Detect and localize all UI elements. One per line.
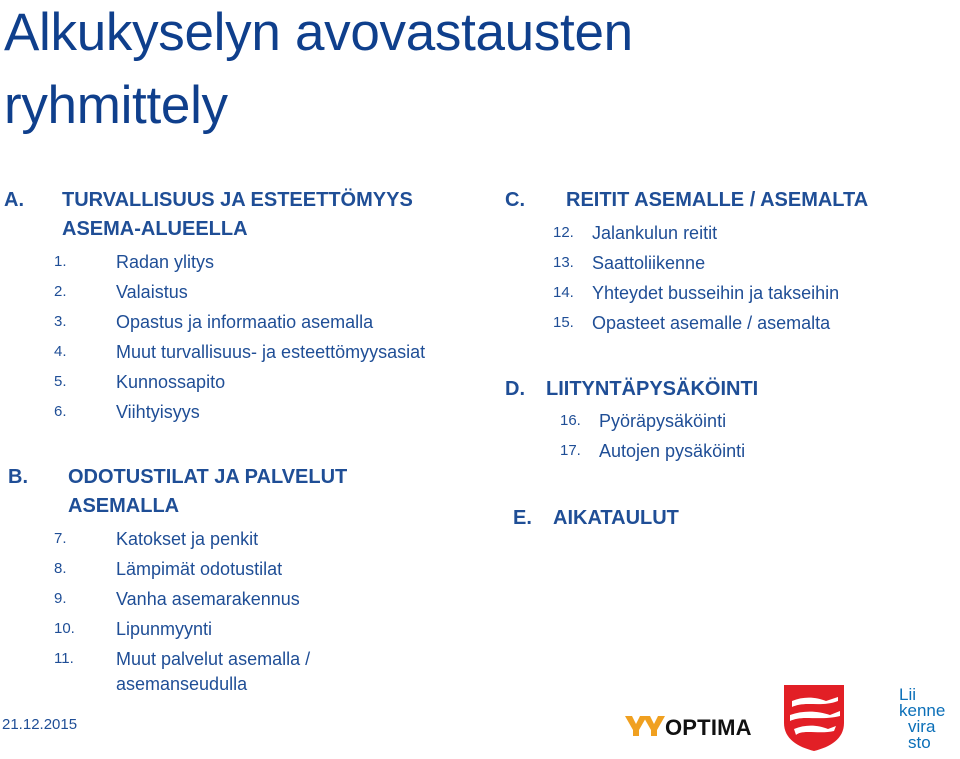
item-label: Opastus ja informaatio asemalla [116,312,374,332]
item-number: 12. [553,224,574,241]
item-label: Lipunmyynti [116,619,213,639]
item-label: Yhteydet busseihin ja takseihin [592,283,840,303]
section-c-title: REITIT ASEMALLE / ASEMALTA [566,189,869,211]
logo-line-1: Lii [899,685,917,704]
section-a-title-line-2: ASEMA-ALUEELLA [62,218,248,240]
section-b-heading [8,463,428,523]
section-c-heading [505,186,945,216]
item-label: Jalankulun reitit [592,223,718,243]
item-number: 11. [54,650,74,667]
item-number: 5. [54,373,67,390]
yyoptima-logo [624,710,754,740]
section-a-heading [4,186,444,246]
item-label: Radan ylitys [116,252,215,272]
item-label: Katokset ja penkit [116,529,259,549]
title-line-2: ryhmittely [4,76,228,135]
item-number: 7. [54,530,67,547]
item-number: 17. [560,442,581,459]
item-number: 4. [54,343,67,360]
item-label: Valaistus [116,282,188,302]
item-label: Pyöräpysäköinti [599,411,727,431]
item-number: 10. [54,620,75,637]
item-number: 16. [560,412,581,429]
crest-icon [782,683,846,753]
item-label: Saattoliikenne [592,253,706,273]
crest-logo [782,683,846,753]
item-label: Muut palvelut asemalla / [116,649,311,669]
item-label: Viihtyisyys [116,402,200,422]
item-number: 1. [54,253,67,270]
page-title [4,0,633,142]
section-e-letter: E. [513,507,532,529]
title-line-1: Alkukyselyn avovastausten [4,3,633,62]
item-number: 14. [553,284,574,301]
item-number: 15. [553,314,574,331]
item-label: Lämpimät odotustilat [116,559,283,579]
section-a-letter: A. [4,189,24,211]
yyoptima-logo-graphic [624,710,754,740]
item-number: 9. [54,590,67,607]
item-number: 13. [553,254,574,271]
section-b-title-line-1: ODOTUSTILAT JA PALVELUT [68,466,348,488]
item-label: Muut turvallisuus- ja esteettömyysasiat [116,342,426,362]
liikennevirasto-logo-graphic [898,684,958,754]
section-d-letter: D. [505,378,525,400]
svg-text:OPTIMA: OPTIMA [665,715,752,740]
item-label: Kunnossapito [116,372,226,392]
logo-line-2: kenne [899,701,946,720]
logo-line-4: sto [908,733,931,752]
section-e-title: AIKATAULUT [553,507,679,529]
item-number: 3. [54,313,67,330]
section-c-letter: C. [505,189,525,211]
item-number: 6. [54,403,67,420]
item-label: Autojen pysäköinti [599,441,746,461]
item-number: 2. [54,283,67,300]
item-label: Opasteet asemalle / asemalta [592,313,831,333]
section-d-heading [505,375,945,405]
item-number: 8. [54,560,67,577]
section-e-heading [513,504,813,534]
liikennevirasto-logo [898,684,958,754]
item-label: Vanha asemarakennus [116,589,300,609]
section-b-title-line-2: ASEMALLA [68,495,180,517]
logo-line-3: vira [908,717,936,736]
section-a-title-line-1: TURVALLISUUS JA ESTEETTÖMYYS [62,189,413,211]
section-b-letter: B. [8,466,28,488]
item-label-continued: asemanseudulla [116,674,248,694]
footer-date: 21.12.2015 [2,716,78,733]
section-d-title: LIITYNTÄPYSÄKÖINTI [546,378,759,400]
